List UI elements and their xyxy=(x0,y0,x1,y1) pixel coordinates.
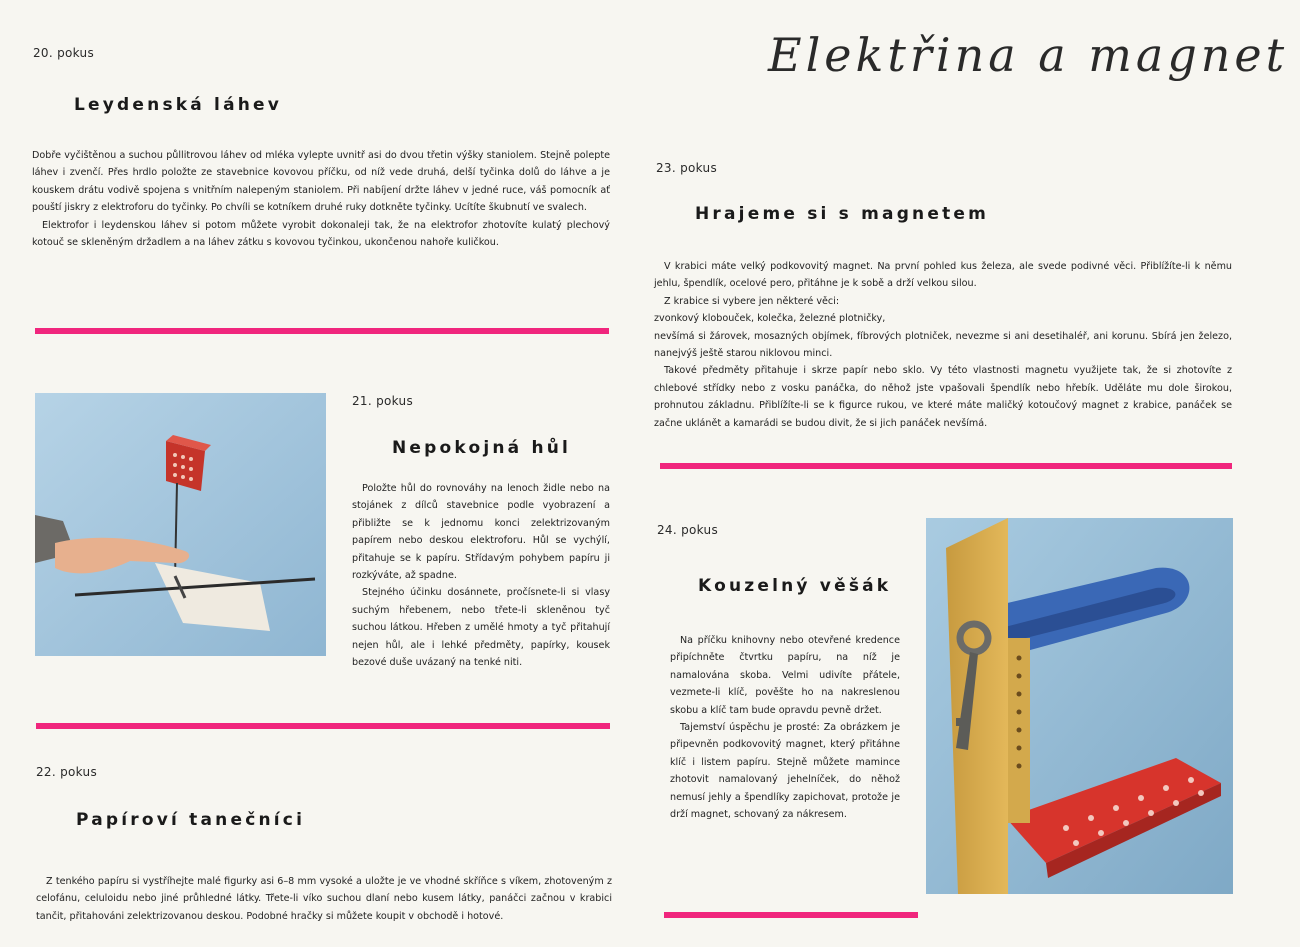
divider-bar xyxy=(664,912,918,918)
exp24-number: 24. pokus xyxy=(657,523,718,537)
exp23-number: 23. pokus xyxy=(656,161,717,175)
exp23-paragraph-1: V krabici máte velký podkovovitý magnet. Na první pohled kus železa, ale svede podivné věci. Přiblížíte-li k němu jehlu, špendlík, ocelové pero, přitáhne je k sobě a drží velkou silou. xyxy=(654,261,1232,290)
exp24-paragraph-1: Na příčku knihovny nebo otevřené kredence připíchněte čtvrtku papíru, na níž je namalována skoba. Velmi udivíte přátele, vezmete-li klíč, pověšte ho na nakreslenou skobu a klíč tam bude opravdu pevně držet. xyxy=(670,635,900,716)
exp21-paragraph-1: Položte hůl do rovnováhy na lenoch židle nebo na stojánek z dílců stavebnice podle vyobrazení a přibližte se k jednomu konci zelektrizovaným papírem nebo deskou elektroforu. Hůl se vychýlí, přitahuje se k papíru. Střídavým pohybem papíru ji rozkýváte, až spadne. xyxy=(352,483,610,582)
divider-bar xyxy=(35,328,609,334)
exp21-paragraph-2: Stejného účinku dosánnete, pročísnete-li si vlasy suchým hřebenem, nebo třete-li skleněnou tyč suchou látkou. Hřeben z umělé hmoty a tyč přitahují nejen hůl, ale i lehké předměty, papírky, kousek bezové duše uvázaný na tenké niti. xyxy=(352,587,610,669)
exp20-heading: Leydenská láhev xyxy=(74,95,283,115)
exp22-number: 22. pokus xyxy=(36,765,97,779)
exp24-paragraph-2: Tajemství úspěchu je prosté: Za obrázkem je připevněn podkovovitý magnet, který přitáhne klíč i listem papíru. Stejně můžete mamince zhotovit namalovaný jehelníček, do něhož nemusí jehly a špendlíky zapichovat, protože je drží magnet, schovaný za nákresem. xyxy=(670,722,900,821)
photo-restless-stick xyxy=(35,393,326,656)
exp24-text xyxy=(670,632,900,823)
exp20-paragraph-1: Dobře vyčištěnou a suchou půllitrovou láhev od mléka vylepte uvnitř asi do dvou třetin výšky staniolem. Stejně polepte láhev i zvenčí. Přes hrdlo položte ze stavebnice kovovou příčku, od níž vede druhá, delší tyčinka dolů do láhve a je kouskem drátu vodivě spojena s vnitřním nalepeným staniolem. Při nabíjení držte láhev v jedné ruce, váš pomocník ať pouští jiskry z elektroforu do tyčinky. Po chvíli se kotníkem druhé ruky dotkněte tyčinky. Ucítíte škubnutí ve svalech. xyxy=(32,150,610,214)
exp23-paragraph-4: nevšímá si žárovek, mosazných objímek, fíbrových plotniček, nevezme si ani desetihaléř, ani korunu. Sbírá jen železo, nanejvýš ještě starou niklovou minci. xyxy=(654,330,1232,360)
exp20-paragraph-2: Elektrofor i leydenskou láhev si potom můžete vyrobit dokonaleji tak, že na elektrofor zhotovíte kulatý plechový kotouč se skleněným držadlem a na láhev zátku s kovovou tyčinkou, ukončenou nahoře kuličkou. xyxy=(32,219,610,249)
exp21-heading: Nepokojná hůl xyxy=(392,438,572,458)
exp23-paragraph-5: Takové předměty přitahuje i skrze papír nebo sklo. Vy této vlastnosti magnetu využijete tak, že si zhotovíte z chlebové střídky nebo z vosku panáčka, do něhož jste vpašovali špendlík nebo hřebík. Uděláte mu dole širokou, prohnutou základnu. Přiblížíte-li se k figurce rukou, ve které máte maličký kotoučový magnet z krabice, panáček se začne uklánět a kamarádi se budou divit, že si jich panáček nevšímá. xyxy=(654,365,1232,429)
divider-bar xyxy=(36,723,610,729)
exp22-text xyxy=(36,873,612,925)
exp21-text xyxy=(352,480,610,671)
divider-bar xyxy=(660,463,1232,469)
exp20-text xyxy=(32,147,610,251)
exp23-heading: Hrajeme si s magnetem xyxy=(695,204,990,224)
exp22-heading: Papíroví tanečníci xyxy=(76,810,306,830)
exp22-paragraph-1: Z tenkého papíru si vystříhejte malé figurky asi 6–8 mm vysoké a uložte je ve vhodné skříňce s víkem, zhotoveným z celofánu, celuloidu nebo jiné průhledné látky. Třete-li víko suchou dlaní nebo kusem látky, panáčci začnou v krabici tančit, přitahováni zelektrizovanou deskou. Podobné hračky si můžete koupit v obchodě i hotové. xyxy=(36,876,612,922)
exp24-heading: Kouzelný věšák xyxy=(698,576,892,596)
photo-magic-hanger xyxy=(926,518,1233,894)
photo-magic-hanger-illustration xyxy=(926,518,1233,894)
exp23-paragraph-2: Z krabice si vybere jen některé věci: xyxy=(664,295,840,307)
exp23-paragraph-3: zvonkový klobouček, kolečka, železné plotničky, xyxy=(654,313,886,325)
page-title: Elektřina a magnet xyxy=(768,28,1289,82)
exp21-number: 21. pokus xyxy=(352,394,413,408)
exp23-text xyxy=(654,258,1232,432)
photo-restless-stick-illustration xyxy=(35,393,326,656)
exp20-number: 20. pokus xyxy=(33,46,94,60)
